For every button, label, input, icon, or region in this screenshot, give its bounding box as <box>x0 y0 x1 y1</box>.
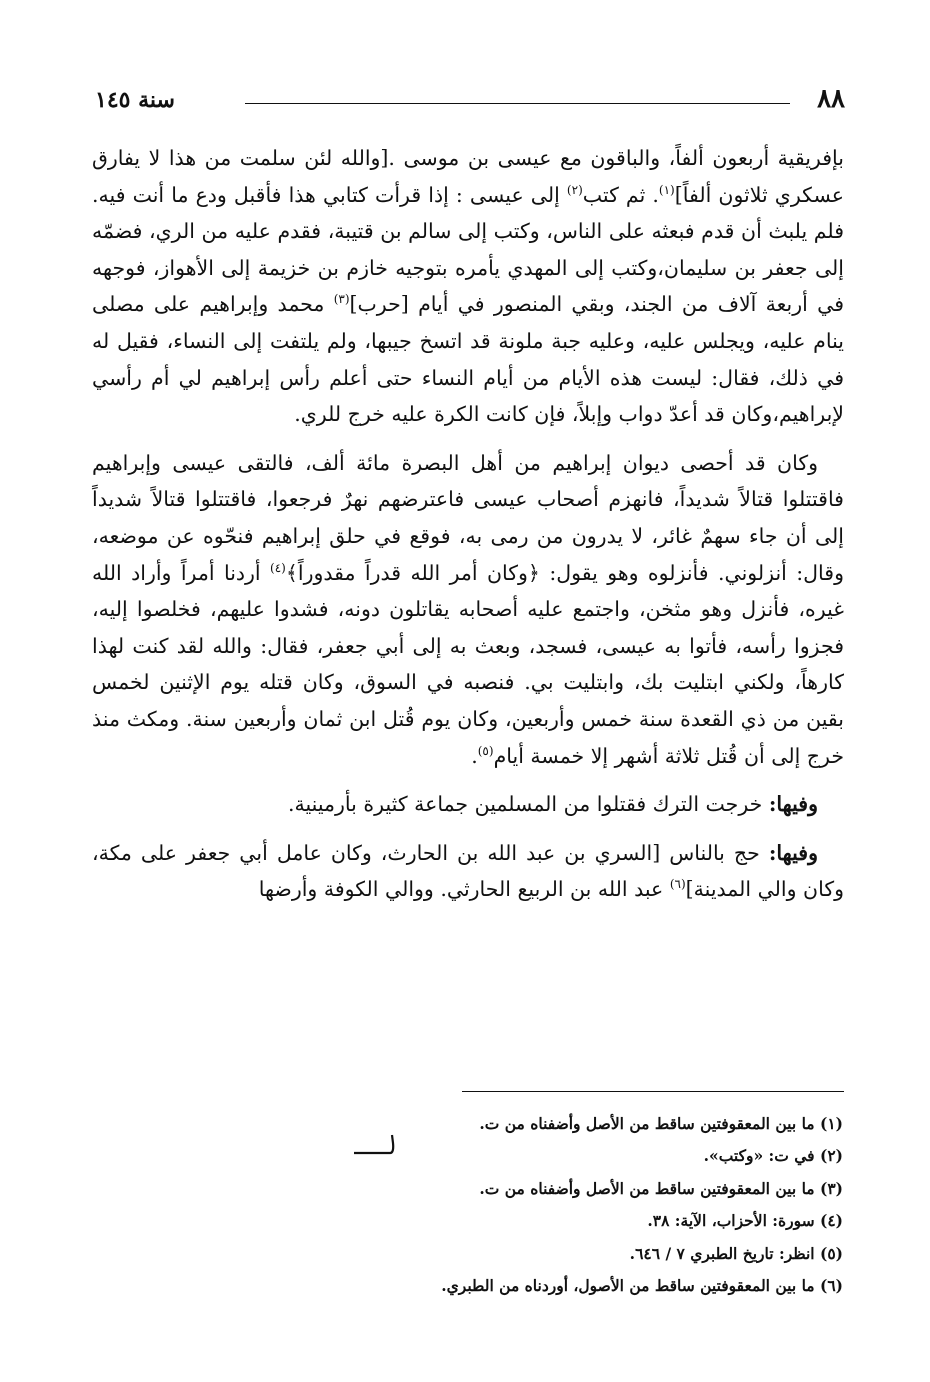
header-rule <box>245 103 790 104</box>
paragraph-1 <box>92 140 844 433</box>
footnote-ref-3: (٣) <box>333 292 350 307</box>
para1-text-b: . ثم كتب <box>582 182 659 207</box>
footnote-1: (١) ما بين المعقوفتين ساقط من الأصل وأضفناه من ت. <box>479 1114 843 1133</box>
para4-lead: وفيها: <box>768 840 818 865</box>
footnote-6: (٦) ما بين المعقوفتين ساقط من الأصول، أوردناه من الطبري. <box>441 1276 843 1296</box>
para1-text-c: إلى عيسى : إذا قرأت كتابي هذا فأقبل ودع ما أنت فيه. فلم يلبث أن قدم فبعثه على الناس، وكتب إلى سالم بن قتيبة، فقدم عليه من الري، فضمّه إلى جعفر بن سليمان،وكتب إلى المهدي يأمره بتوجيه خازم بن خزيمة إلى الأهواز، فوجهه في أربعة آلاف من الجند، وبقي المنصور في أيام [حرب] <box>92 182 844 317</box>
page-header <box>95 84 845 120</box>
paragraph-4 <box>92 835 844 908</box>
para3-text: خرجت الترك فقتلوا من المسلمين جماعة كثيرة بأرمينية. <box>287 792 769 817</box>
para4-text-b: عبد الله بن الربيع الحارثي. ووالي الكوفة وأرضها <box>258 877 670 902</box>
footnote-separator <box>462 1091 844 1092</box>
running-title: سنة ١٤٥ <box>95 87 175 113</box>
footnote-2: (٢) في ت: «وكتب». <box>703 1146 843 1166</box>
footnote-5: (٥) انظر: تاريخ الطبري ٧ / ٦٤٦. <box>629 1243 843 1263</box>
footnote-4: (٤) سورة: الأحزاب، الآية: ٣٨. <box>647 1211 843 1231</box>
footnote-3: (٣) ما بين المعقوفتين ساقط من الأصل وأضفناه من ت. <box>479 1178 843 1198</box>
footnote-ref-6: (٦) <box>669 877 686 892</box>
para3-lead: وفيها: <box>768 792 818 817</box>
paragraph-3 <box>92 786 844 823</box>
para2-text-b: أردنا أمراً وأراد الله غيره، فأنزل وهو مثخن، واجتمع عليه أصحابه يقاتلون دونه، فشدوا عليهم، فخلصوا إليه، فجزوا رأسه، فأتوا به عيسى، فسجد، وبعث به إلى أبي جعفر، فقال: والله لقد كنت لهذا كارهاً، ولكني ابتليت بك، وابتليت بي. فنصبه في السوق، وكان قتله يوم الإثنين لخمس بقين من ذي القعدة سنة خمس وأربعين، وكان يوم قُتل ابن ثمان وأربعين سنة. ومكث منذ خرج إلى أن قُتل ثلاثة أشهر إلا خمسة أيام <box>92 560 844 768</box>
footnote-ref-1: (١) <box>658 182 675 197</box>
para4-text: حج بالناس [السري بن عبد الله بن الحارث، وكان عامل أبي جعفر على مكة، وكان والي المدينة] <box>92 840 844 902</box>
para2-text-c: . <box>471 743 478 768</box>
footnote-ref-4: (٤) <box>270 560 286 575</box>
paragraph-2 <box>92 445 844 774</box>
footnote-ref-2: (٢) <box>566 182 583 197</box>
para2-text: وكان قد أحصى ديوان إبراهيم من أهل البصرة مائة ألف، فالتقى عيسى وإبراهيم فاقتتلوا قتالاً شديداً، فانهزم أصحاب عيسى فاعترضهم نهرٌ فرجعوا، فاقتتلوا قتالاً شديداً إلى أن جاء سهمٌ غائر، لا يدرون من رمى به، فوقع في حلق إبراهيم فنحّوه عن موضعه، وقال: أنزلوني. فأنزلوه وهو يقول: ﴿وكان أمر الله قدراً مقدوراً﴾ <box>92 450 844 585</box>
footnotes <box>380 1108 843 1302</box>
footnote-ref-5: (٥) <box>477 743 494 758</box>
main-text <box>92 140 844 908</box>
para1-text: بإفريقية أربعون ألفاً، والباقون مع عيسى بن موسى .[والله لئن سلمت من هذا لا يفارق عسكري ثلاثون ألفاً] <box>92 146 844 207</box>
para1-text-d: محمد وإبراهيم على مصلى ينام عليه، ويجلس عليه، وعليه جبة ملونة قد اتسخ جيبها، ولم يلتفت إلى النساء، فقيل له في ذلك، فقال: ليست هذه الأيام من أيام النساء حتى أعلم رأس إبراهيم لي أم رأسي لإبراهيم،وكان قد أعدّ دواب وإبلاً، فإن كانت الكرة عليه خرج للري. <box>92 292 844 427</box>
page-number: ٨٨ <box>817 84 845 114</box>
